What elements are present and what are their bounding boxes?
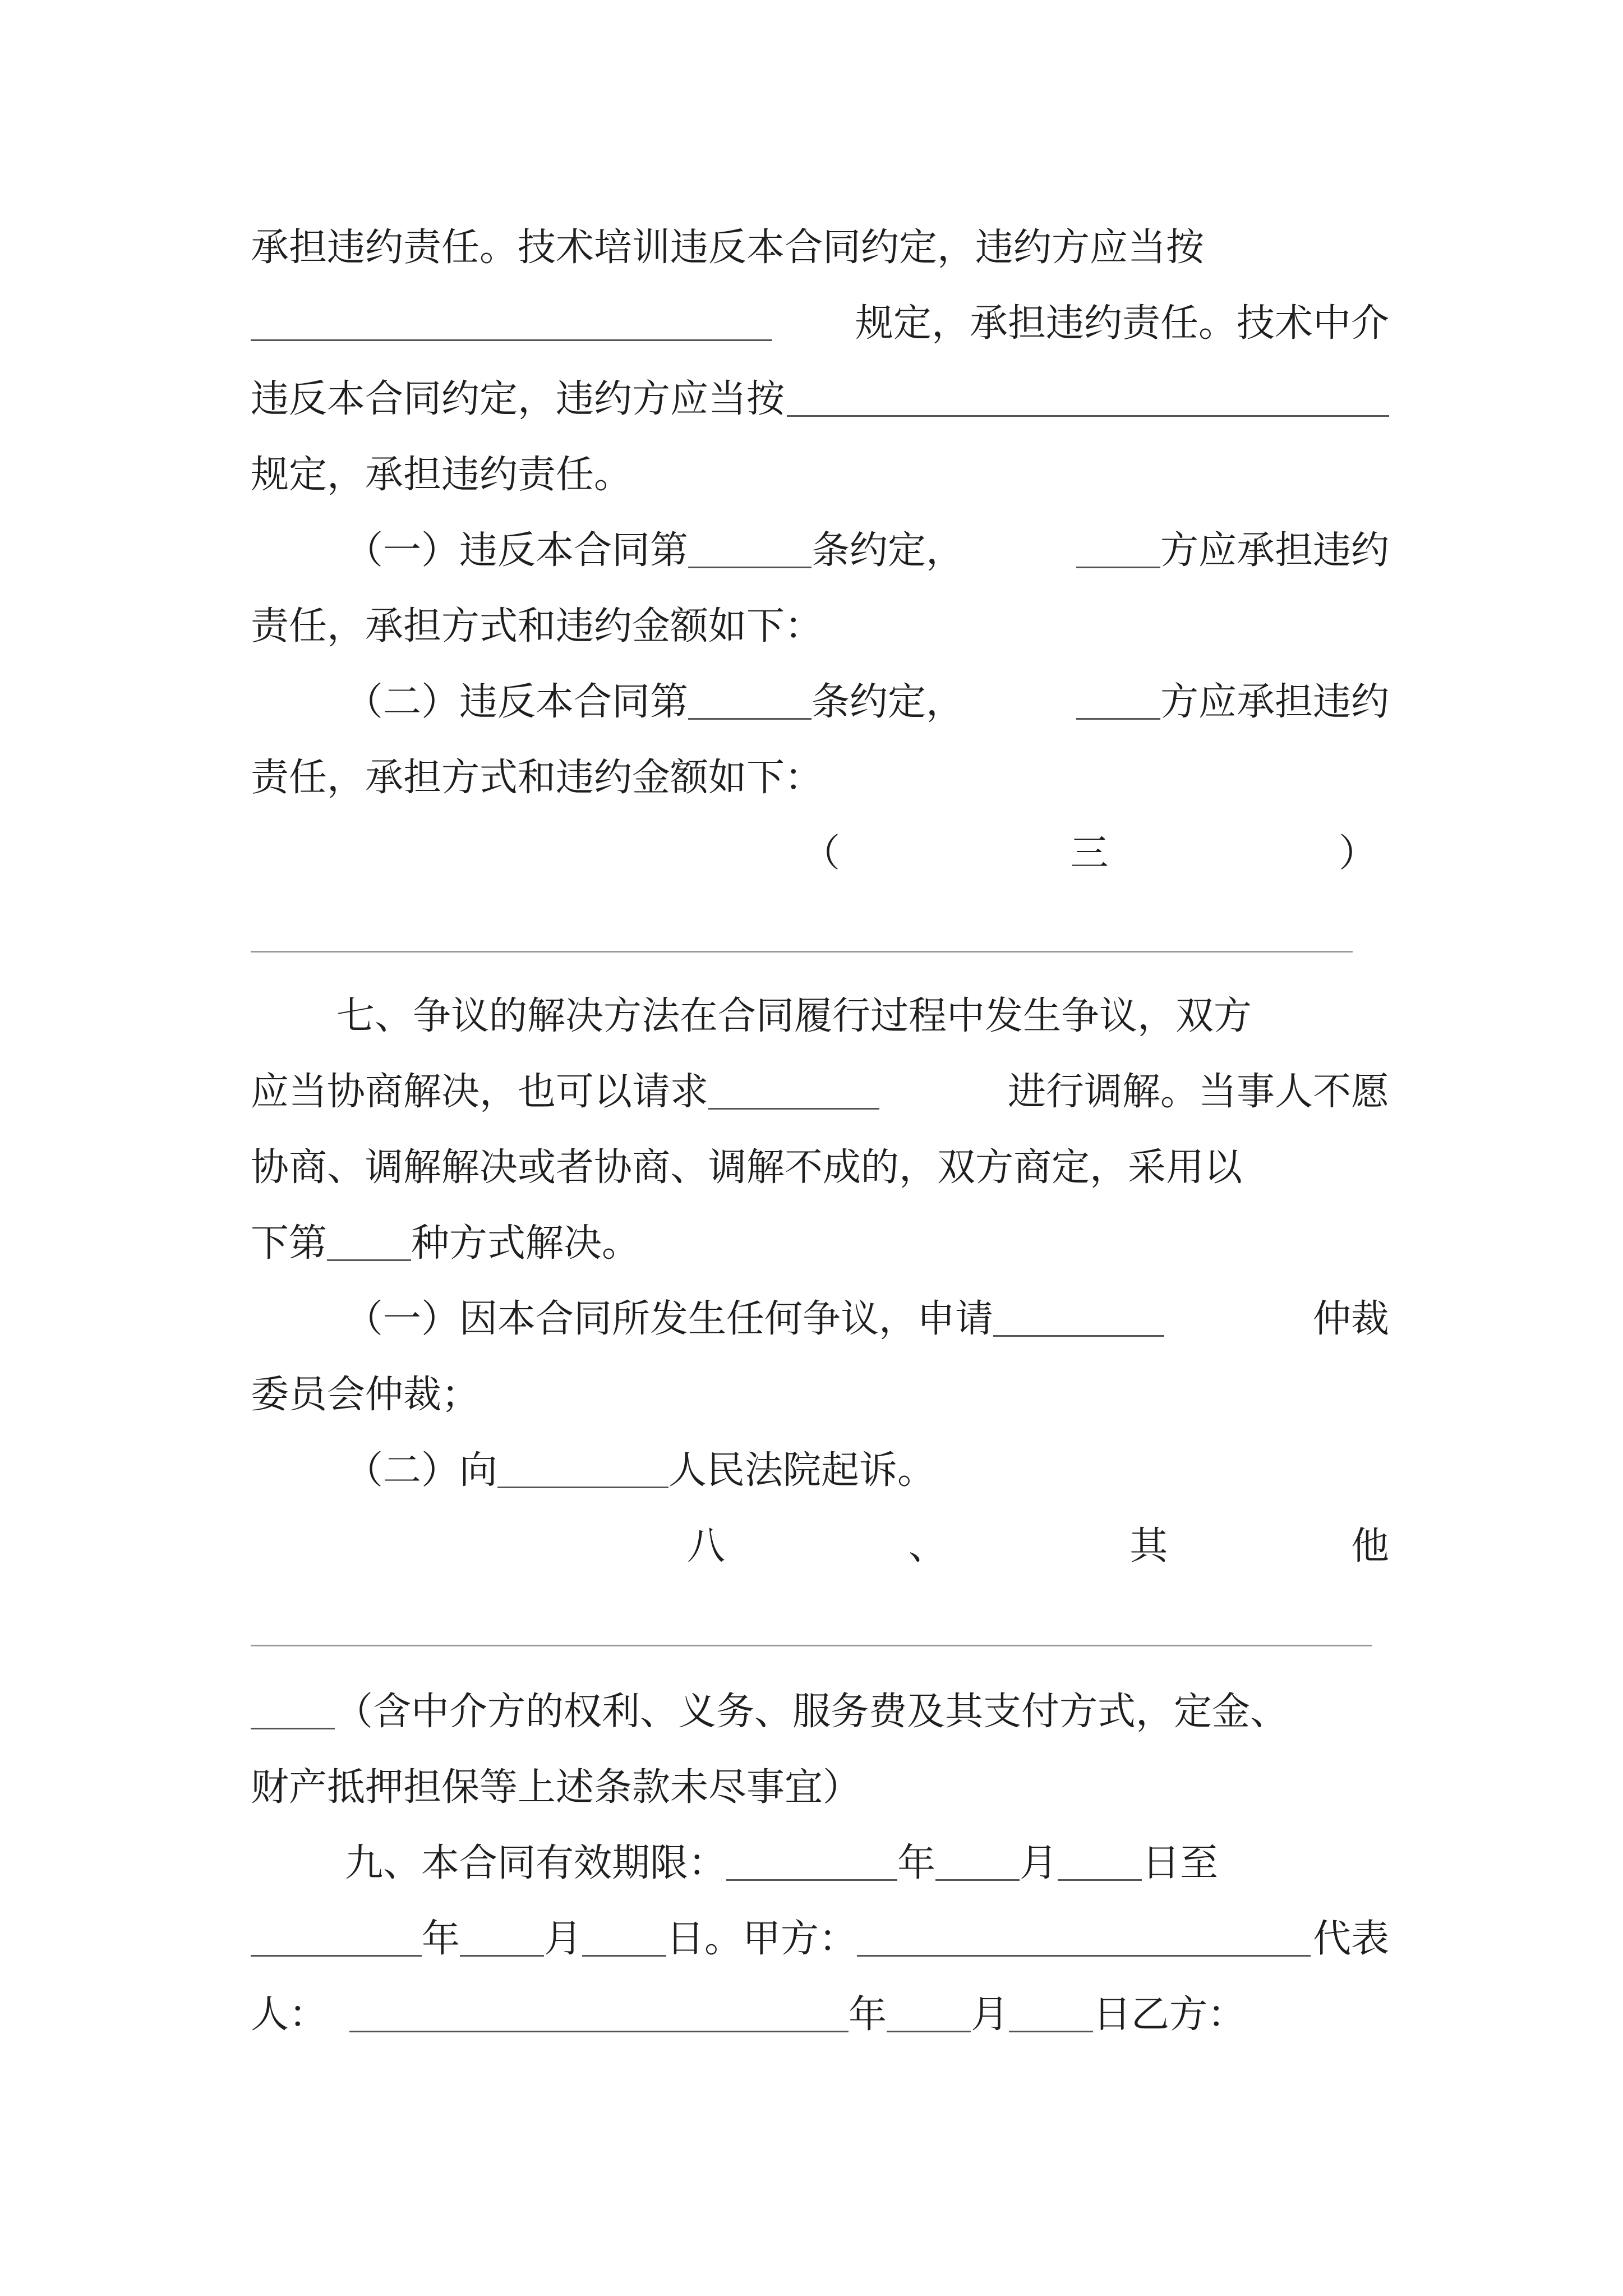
text-line xyxy=(251,210,1389,278)
text: 条约定， xyxy=(811,679,965,724)
text-line xyxy=(345,1282,1389,1349)
text: 年 xyxy=(422,1916,460,1961)
text: （含中介方的权利、义务、服务费及其支付方式，定金、 xyxy=(335,1689,1289,1734)
fill-blank[interactable] xyxy=(688,526,811,568)
fill-blank[interactable] xyxy=(497,1446,668,1488)
fill-blank[interactable] xyxy=(787,375,1389,417)
text: 日至 xyxy=(1142,1841,1219,1885)
text: 年 xyxy=(897,1841,936,1885)
text: 人民法院起诉。 xyxy=(668,1448,936,1493)
text: 七、争议的解决方法在合同履行过程中发生争议，双方 xyxy=(336,993,1252,1038)
text: 应当协商解决，也可以请求 xyxy=(251,1069,709,1114)
text: 规定，承担违约责任。技术中介 xyxy=(855,301,1389,346)
text: 他 xyxy=(1350,1524,1389,1568)
fill-blank[interactable] xyxy=(327,1219,411,1261)
text: 规定，承担违约责任。 xyxy=(251,452,633,497)
text: 八 xyxy=(687,1524,726,1568)
fill-blank[interactable] xyxy=(857,1915,1311,1957)
text: 年 xyxy=(849,1992,887,2037)
fill-blank[interactable] xyxy=(1076,526,1160,568)
text: 、 xyxy=(908,1524,947,1568)
text: 日乙方： xyxy=(1093,1992,1246,2037)
text-line xyxy=(251,589,1389,656)
fill-blank[interactable] xyxy=(1076,678,1160,720)
text: 其 xyxy=(1129,1524,1168,1568)
text-line xyxy=(345,513,1389,581)
text-line xyxy=(336,979,1389,1046)
text: 三 xyxy=(1070,831,1109,876)
text: 承担违约责任。技术培训违反本合同约定，违约方应当按 xyxy=(251,225,1205,270)
text: （ xyxy=(802,831,841,876)
text: 方应承担违约 xyxy=(1160,679,1389,724)
text-line xyxy=(251,1055,1389,1122)
text-line xyxy=(251,1674,1389,1742)
text-line xyxy=(251,1902,1389,1969)
fill-blank[interactable] xyxy=(251,299,772,341)
fill-rule[interactable] xyxy=(251,1645,1372,1646)
text: 仲裁 xyxy=(1312,1296,1389,1341)
text: 责任，承担方式和违约金额如下： xyxy=(251,755,823,800)
text-line xyxy=(251,438,1389,505)
text: （一）违反本合同第 xyxy=(345,528,689,573)
text: 条约定， xyxy=(811,528,965,573)
text: 进行调解。当事人不愿 xyxy=(1007,1069,1389,1114)
text-line xyxy=(251,1206,1389,1273)
text-line xyxy=(345,1826,1389,1893)
text-line xyxy=(251,1358,1389,1425)
fill-blank[interactable] xyxy=(349,1990,849,2032)
fill-rule[interactable] xyxy=(251,951,1353,953)
section-heading xyxy=(802,816,1377,884)
text: 种方式解决。 xyxy=(411,1221,640,1266)
text: 方应承担违约 xyxy=(1160,528,1389,573)
text: 责任，承担方式和违约金额如下： xyxy=(251,604,823,648)
fill-blank[interactable] xyxy=(887,1990,971,2032)
fill-blank[interactable] xyxy=(993,1295,1164,1337)
text: 委员会仲裁； xyxy=(251,1372,480,1417)
text: 人： xyxy=(251,1992,328,2037)
text: 协商、调解解决或者协商、调解不成的，双方商定，采用以 xyxy=(251,1145,1243,1190)
text: ） xyxy=(1338,831,1377,876)
fill-blank[interactable] xyxy=(726,1839,897,1881)
section-heading xyxy=(687,1509,1389,1576)
text: 违反本合同约定，违约方应当按 xyxy=(251,376,785,421)
fill-blank[interactable] xyxy=(251,1687,335,1729)
fill-blank[interactable] xyxy=(1009,1990,1093,2032)
text-line xyxy=(345,1433,1389,1501)
text-line xyxy=(251,362,1389,429)
fill-blank[interactable] xyxy=(1058,1839,1142,1881)
text-line xyxy=(251,1130,1389,1198)
text: 财产抵押担保等上述条款未尽事宜） xyxy=(251,1765,861,1810)
fill-blank[interactable] xyxy=(935,1839,1020,1881)
text: 九、本合同有效期限： xyxy=(345,1841,727,1885)
text: 月 xyxy=(1020,1841,1058,1885)
text: （一）因本合同所发生任何争议，申请 xyxy=(345,1296,994,1341)
text: 月 xyxy=(971,1992,1009,2037)
text-line xyxy=(251,286,1389,353)
text: （二）向 xyxy=(345,1448,498,1493)
fill-blank[interactable] xyxy=(708,1068,879,1110)
text: 月 xyxy=(544,1916,583,1961)
fill-blank[interactable] xyxy=(251,1915,422,1957)
text-line xyxy=(251,1750,1389,1818)
text: 代表 xyxy=(1312,1916,1389,1961)
fill-blank[interactable] xyxy=(582,1915,666,1957)
text-line xyxy=(345,665,1389,732)
fill-blank[interactable] xyxy=(460,1915,544,1957)
text-line xyxy=(251,740,1389,808)
text-line xyxy=(251,1977,1389,2045)
fill-blank[interactable] xyxy=(688,678,811,720)
text: 下第 xyxy=(251,1221,328,1266)
text: （二）违反本合同第 xyxy=(345,679,689,724)
text: 日。甲方： xyxy=(666,1916,857,1961)
